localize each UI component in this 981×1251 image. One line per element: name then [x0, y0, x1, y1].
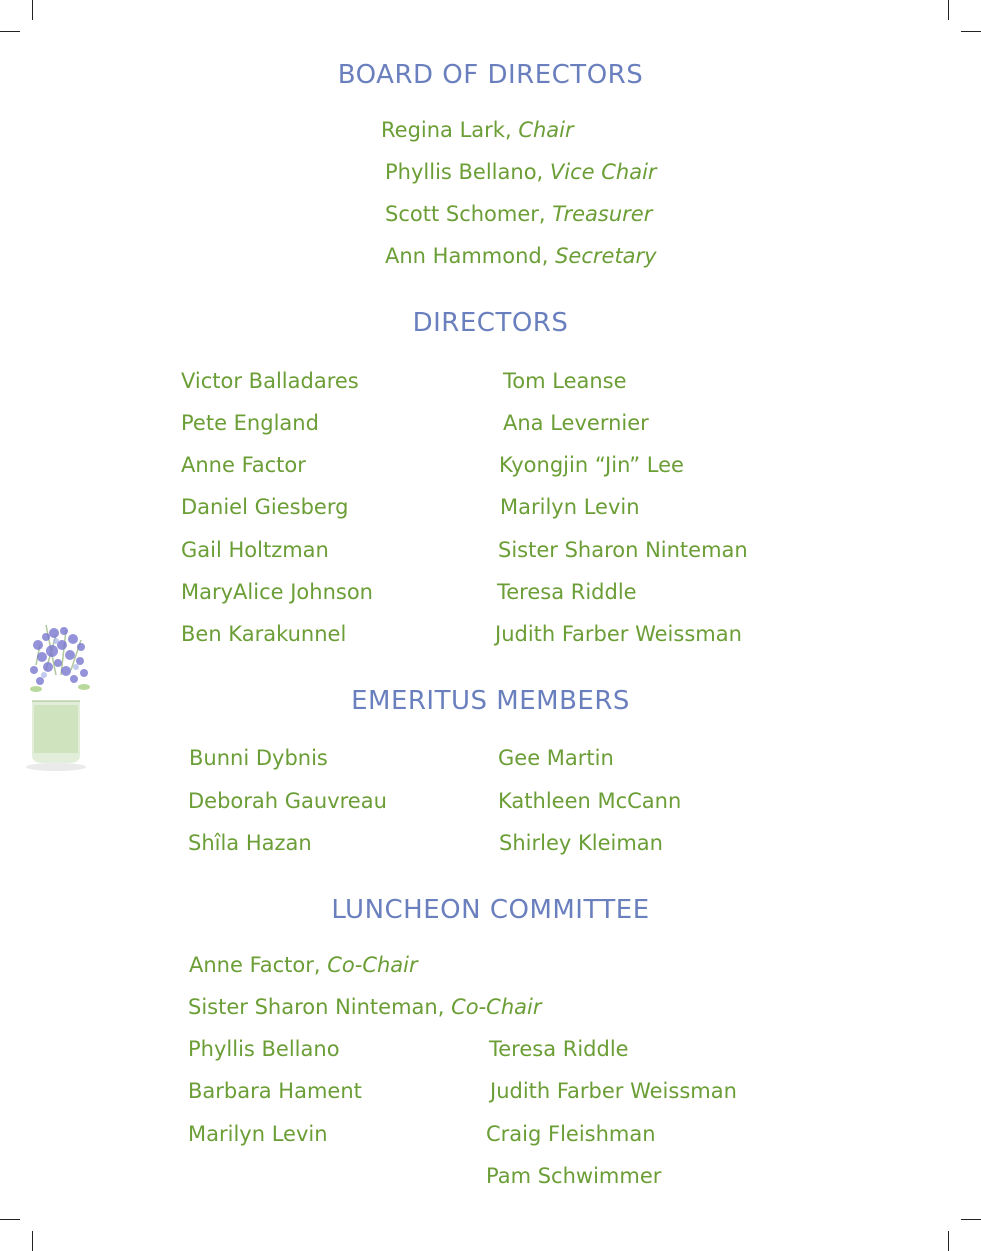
director-name: Kyongjin “Jin” Lee: [499, 453, 684, 477]
director-name: MaryAlice Johnson: [181, 580, 373, 604]
director-name: Pete England: [181, 411, 319, 435]
officer-name: Ann Hammond,: [385, 244, 549, 268]
board-officer: [385, 160, 657, 184]
crop-mark: [0, 1219, 20, 1220]
officer-role: Treasurer: [552, 202, 653, 226]
board-heading: BOARD OF DIRECTORS: [337, 60, 644, 90]
chair-name: Anne Factor,: [189, 953, 321, 977]
director-name: Tom Leanse: [503, 369, 627, 393]
officer-role: Vice Chair: [549, 160, 657, 184]
directors-heading: DIRECTORS: [412, 308, 569, 338]
director-name: Ben Karakunnel: [181, 622, 347, 646]
officer-role: Chair: [518, 118, 574, 142]
crop-mark: [32, 1231, 33, 1251]
committee-name: Marilyn Levin: [188, 1122, 328, 1146]
committee-name: Phyllis Bellano: [188, 1037, 340, 1061]
crop-mark: [961, 31, 981, 32]
director-name: Teresa Riddle: [497, 580, 637, 604]
director-name: Victor Balladares: [181, 369, 359, 393]
crop-mark: [961, 1219, 981, 1220]
director-name: Judith Farber Weissman: [495, 622, 742, 646]
director-name: Daniel Giesberg: [181, 495, 349, 519]
board-officer: [385, 244, 657, 268]
emeritus-name: Kathleen McCann: [498, 789, 682, 813]
committee-name: Pam Schwimmer: [486, 1164, 662, 1188]
chair-name: Sister Sharon Ninteman,: [188, 995, 445, 1019]
crop-mark: [948, 1231, 949, 1251]
emeritus-name: Shîla Hazan: [188, 831, 312, 855]
emeritus-name: Bunni Dybnis: [189, 746, 328, 770]
emeritus-name: Deborah Gauvreau: [188, 789, 387, 813]
officer-name: Scott Schomer,: [385, 202, 546, 226]
committee-name: Teresa Riddle: [489, 1037, 629, 1061]
emeritus-name: Gee Martin: [498, 746, 614, 770]
crop-mark: [32, 0, 33, 20]
chair-role: Co-Chair: [327, 953, 418, 977]
board-officer: [385, 202, 652, 226]
director-name: Marilyn Levin: [500, 495, 640, 519]
luncheon-chair: [189, 953, 418, 977]
chair-role: Co-Chair: [451, 995, 542, 1019]
committee-name: Craig Fleishman: [486, 1122, 656, 1146]
director-name: Gail Holtzman: [181, 538, 329, 562]
board-officer: [381, 118, 574, 142]
emeritus-name: Shirley Kleiman: [499, 831, 663, 855]
committee-name: Barbara Hament: [188, 1079, 362, 1103]
luncheon-chair: [188, 995, 542, 1019]
crop-mark: [0, 31, 20, 32]
officer-role: Secretary: [555, 244, 657, 268]
director-name: Anne Factor: [181, 453, 306, 477]
officer-name: Regina Lark,: [381, 118, 512, 142]
luncheon-heading: LUNCHEON COMMITTEE: [331, 895, 650, 925]
committee-name: Judith Farber Weissman: [490, 1079, 737, 1103]
director-name: Ana Levernier: [503, 411, 649, 435]
emeritus-heading: EMERITUS MEMBERS: [351, 686, 630, 716]
crop-mark: [948, 0, 949, 20]
director-name: Sister Sharon Ninteman: [498, 538, 748, 562]
officer-name: Phyllis Bellano,: [385, 160, 544, 184]
